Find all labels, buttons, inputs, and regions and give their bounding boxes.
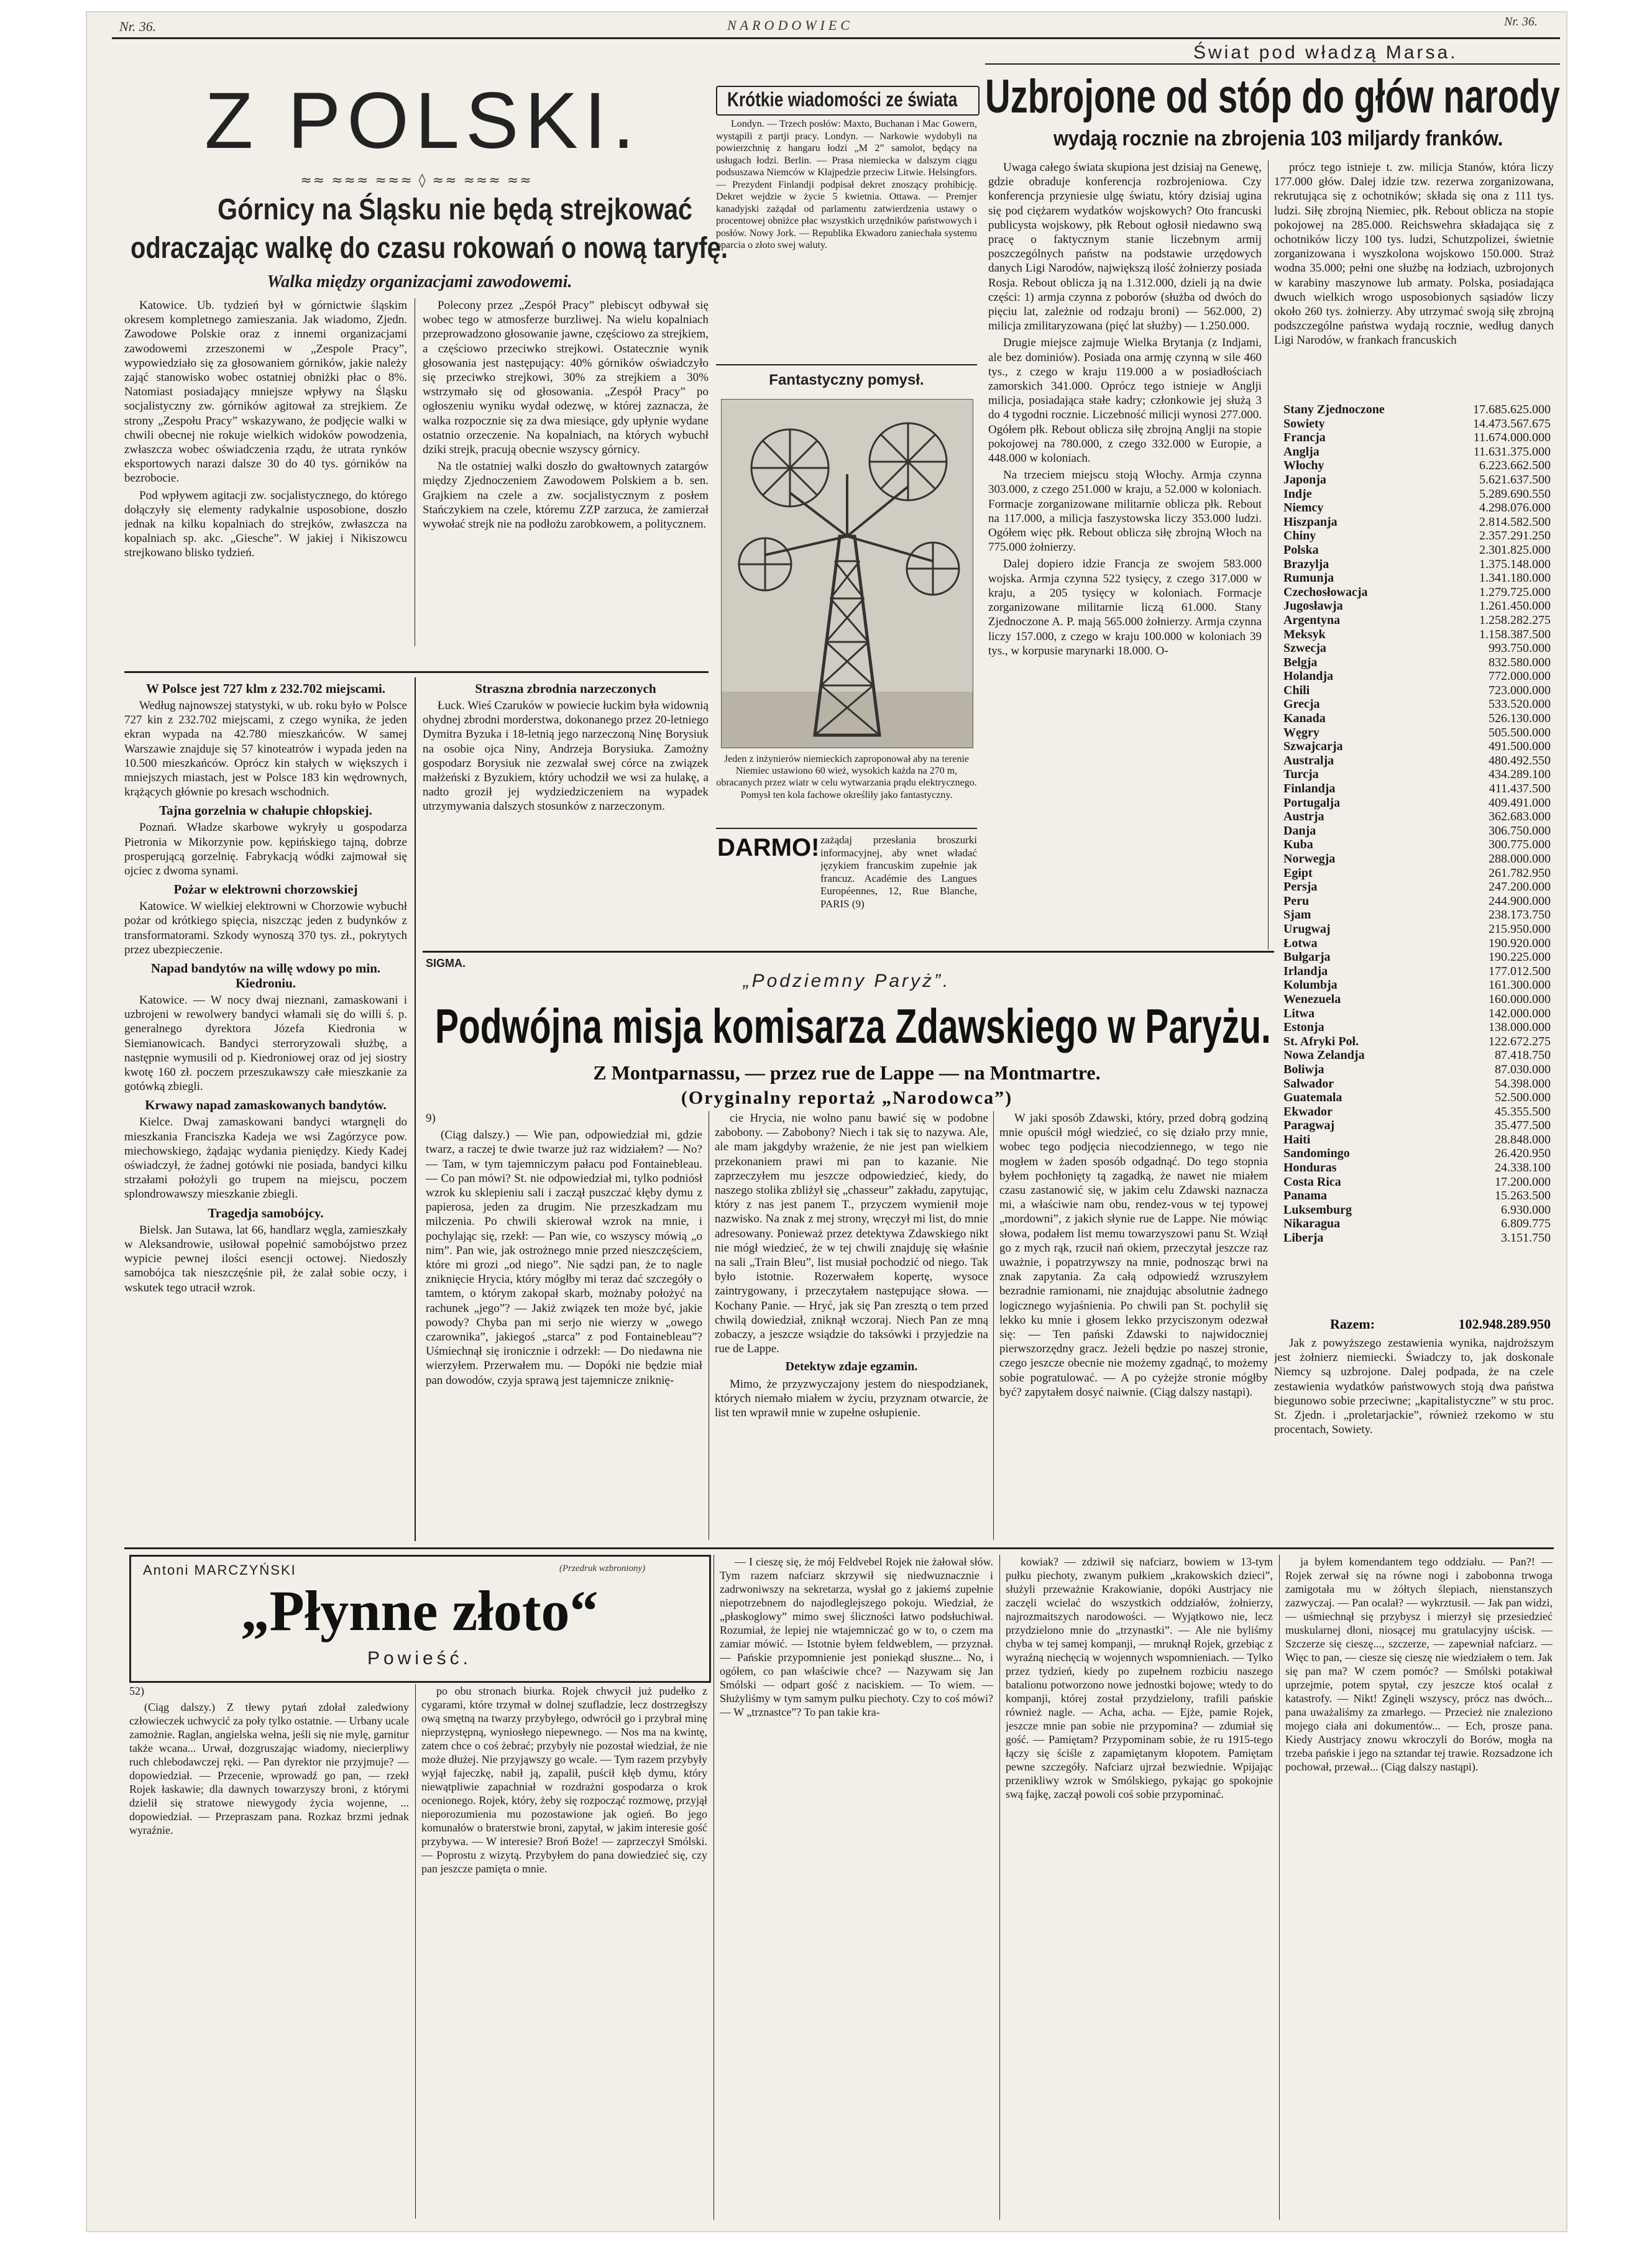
- podwojna-sigma: SIGMA.: [426, 957, 466, 969]
- news-headline: Pożar w elektrowni chorzowskiej: [173, 882, 358, 897]
- swiat-headline: Uzbrojone od stóp do głów narody: [985, 70, 1560, 123]
- krotkie-title: Krótkie wiadomości ze świata: [727, 88, 958, 111]
- budget-table-row: [1283, 796, 1551, 810]
- budget-amount: 87.418.750: [1495, 1048, 1551, 1063]
- news-text: Łuck. Wieś Czaruków w powiecie łuckim była widownią ohydnej zbrodni morderstwa, dokonanego przez 20-letniego Dymitra Byzuka i 18-letnią jego narzeczoną Ninę Borysiuk na osobie ojca Niny, Andrzeja Borysiuka. Zamożny gospodarz Borysiuk nie zezwalał swej córce na związek małżeński z Byzukiem, który uchodził we wsi za hulakę, a nadto groził jej wydziedziczeniem na wypadek utrzymywania dalszych stosunków z narzeczonym.: [423, 699, 709, 813]
- plynne-paragraph: — I cieszę się, że mój Feldvebel Rojek nie żałował słów. Tym razem nafciarz skrzywił się niedwuznacznie i zadrwoniwszy na sekretarza, wysłał go z jakiemś zupełnie niepotrzebnem do najodleglejszego pokoju. Wiedział, że „płaskoglowy” mimo swej śliczności łatwo podsłuchiwał. Rozumiał, że lepiej nie wtajemniczać go w to, o czem ma zamiar mówić. — Istotnie byłem feldweblem, — przyznał. — Pańskie przypomnienie jest poniekąd słuszne... No, i ogółem, co pan właściwie chce? — Nazywam się Jan Smólski — odpart gość z naciskiem. — To wiem. — Służyliśmy w tym samym pułku piechoty. Czy to coś mówi? — W „trznastce”? To pan takie kra-: [720, 1555, 993, 1718]
- budget-table-row: [1283, 1189, 1551, 1203]
- gornicy-paragraph: Pod wpływem agitacji zw. socjalistycznego, do którego dołączyły się elementy radykalnie usposobione, doszło jednak na kilku kopalniach do strejków, zwłaszcza na kopalniach sp. akc. „Giesche”. W jakiej i Nikiszowcu strejkowano blisko tydzień.: [124, 488, 407, 560]
- fantastyczny-caption: Jeden z inżynierów niemieckich zaproponował aby na terenie Niemiec ustawiono 60 wież, wysokich każda na 270 m, obracanych przez wiatr w celu wytwarzania prądu elektrycznego. Pomysł ten kola fachowe określiły jako fantastyczny.: [716, 754, 977, 800]
- budget-amount: 215.950.000: [1489, 922, 1551, 936]
- gornicy-headline-2: odraczając walkę do czasu rokowań o nową taryfę.: [131, 232, 728, 265]
- swiat-kicker: Świat pod władzą Marsa.: [1193, 42, 1458, 63]
- darmo-ad-word: DARMO!: [717, 834, 820, 861]
- budget-country: Sowiety: [1283, 416, 1325, 431]
- gornicy-column-1: [124, 298, 407, 646]
- budget-amount: 505.500.000: [1489, 725, 1551, 740]
- podwojna-paragraph: cie Hrycia, nie wolno panu bawić się w podobne zabobony. — Zabobony? Niech i tak się to nazywa. Ale, ale mam jakgdyby wrażenie, że nie jest pan wielkiem przekonaniem prawi mi pan to kazanie. Nie zaprzeczyłem mu jeszcze odpowiedzieć, kiedy, do naszego stolika zbliżył się „chasseur” zakładu, zapytując, który z nas jest panem T., przyczem wymienił moje nazwisko. Na znak z mej strony, wręczył mi list, do mnie adresowany. Ponieważ przez detektywa Zdawskiego nikt nie mógł wiedzieć, że w tej chwili znajduję się właśnie na sali „Train Bleu”, list musiał pochodzić od niego. Tak było istotnie. Rozerwałem kopertę, wysoce zaintrygowany, i przeczytałem następujące słowa. — Kochany Panie. — Hryć, jak się Pan zresztą o tem przed chwilą dowiedział, zniknął wczoraj. Niech Pan ze mną zobaczy, a jeszcze wsiądzie do taksówki i przyjedzie na rue de Lappe.: [715, 1112, 988, 1356]
- plynne-column-4: [1006, 1555, 1273, 2220]
- budget-country: Paragwaj: [1283, 1119, 1335, 1133]
- podwojna-kicker: „Podziemny Paryż”.: [743, 971, 951, 991]
- budget-table-row: [1283, 571, 1551, 585]
- budget-amount: 526.130.000: [1489, 712, 1551, 726]
- budget-total-label: Razem:: [1330, 1316, 1375, 1332]
- podwojna-paragraph: W jaki sposób Zdawski, który, przed dobrą godziną mnie opuścił mógł wiedzieć, co się działo przy mnie, wobec tego podjęcia niecodziennego, w tego nie mogłem w żaden sposób odgadnąć. Do tego stopnia byłem pochłonięty tą zagadką, że nawet nie miałem czasu zastanowić się, w jakim celu Zdawski naznacza mi, a właściwie nam obu, rendez-vous w tej typowej „mordowni”, z jakich słynie rue de Lappe. Nie mówiąc słowa, podałem list memu towarzyszowi panu St. Wziął go z mych rąk, rzucił nań okiem, przeczytał jeszcze raz uważnie, i popatrzywszy na mnie, podnosząc brwi na znak zapytania. Za całą odpowiedź wzruszyłem bezradnie ramionami, nie znajdując absolutnie żadnego logicznego wyjaśnienia. Po chwili pan St. pochylił się lekko ku mnie i głosem lekko przyciszonym odezwał się: — Ten pański Zdawski to najwidoczniej pierwszorzędny gracz. Jeżeli będzie po naszej stronie, czego jeszcze obecnie nie możemy zgadnąć, to możemy sobie pogratulować. — A po cyżejże stronie mógłby być? zapytałem dosyć naiwnie. (Ciąg dalszy nastąpi).: [999, 1112, 1268, 1399]
- budget-country: Hiszpanja: [1283, 515, 1338, 529]
- section-rule: [124, 671, 709, 673]
- budget-table-row: [1283, 908, 1551, 922]
- budget-country: Portugalja: [1283, 795, 1341, 810]
- budget-amount: 288.000.000: [1489, 852, 1551, 866]
- budget-country: Panama: [1283, 1189, 1327, 1203]
- gornicy-paragraph: Na tle ostatniej walki doszło do gwałtownych zatargów między Zjednoczeniem Zawodowem Polskiem a b. sen. Grajkiem na czele a zw. socjalistycznym z posłem Stańczykiem na czele, któremu ZZP zarzuca, że zamierzał wywołać strejk nie na podłożu zarobkowem, a politycznem.: [423, 460, 709, 531]
- podwojna-column-2: [715, 1111, 988, 1540]
- budget-table-row: [1283, 1063, 1551, 1077]
- budget-table-row: [1283, 726, 1551, 740]
- budget-amount: 24.338.100: [1495, 1161, 1551, 1175]
- issue-number-right: Nr. 36.: [1504, 15, 1538, 29]
- fantastyczny-caption-block: [716, 753, 977, 822]
- plynne-column-1: [129, 1684, 409, 2219]
- budget-table-row: [1283, 712, 1551, 726]
- podwojna-column-3: [999, 1111, 1268, 1540]
- budget-table-row: [1283, 445, 1551, 459]
- swiat-column-2: [1274, 160, 1554, 396]
- budget-amount: 2.357.291.250: [1479, 529, 1551, 543]
- budget-table-row: [1283, 557, 1551, 572]
- budget-table-row: [1283, 628, 1551, 642]
- section-ornament: ≈≈ ≈≈≈ ≈≈≈ ◊ ≈≈ ≈≈≈ ≈≈: [300, 173, 533, 188]
- budget-commentary: [1274, 1336, 1554, 1541]
- budget-table-row: [1283, 978, 1551, 992]
- plynne-column-3: [720, 1555, 993, 2220]
- budget-amount: 434.289.100: [1489, 767, 1551, 782]
- budget-amount: 5.621.637.500: [1479, 472, 1551, 487]
- straszna-article: [423, 677, 709, 938]
- swiat-paragraph: prócz tego istnieje t. zw. milicja Stanów, która liczy 177.000 głów. Dalej idzie tzw. rezerwa zorganizowana, rekrutująca się z ochotników; składa się ona z 111 tys. ludzi. Siłę zbrojną Niemiec, płk. Rebout oblicza na stopie pokojowej na 285.000. Reichswehra składająca się z ochotników liczy 100 tys. ludzi, Schutzpolizei, świetnie zorganizowana i wyszkolona wojskowo 150.000. Straż wodna 35.000; pełni one służbę na łodziach, uzbrojonych w karabiny maszynowe lub armaty. Polska, posiadająca dwuch wielkich wrogo usposobionych sąsiadów liczy około 260 tys. żołnierzy. Aby utrzymać swoją siłę zbrojną podszczególne państwa wydają rocznie, według danych Ligi Narodów, w frankach francuskich: [1274, 161, 1554, 347]
- podwojna-column-1: [426, 1111, 702, 1534]
- budget-country: Turcja: [1283, 767, 1319, 782]
- budget-country: Persja: [1283, 880, 1318, 894]
- budget-country: Czechosłowacja: [1283, 585, 1368, 599]
- budget-table-row: [1283, 417, 1551, 431]
- budget-country: Argentyna: [1283, 613, 1341, 627]
- budget-amount: 409.491.000: [1489, 795, 1551, 810]
- budget-table-row: [1283, 1119, 1551, 1133]
- section-rule: [716, 828, 977, 829]
- budget-table-row: [1283, 431, 1551, 445]
- budget-country: Salwador: [1283, 1076, 1334, 1091]
- budget-table-row: [1283, 585, 1551, 600]
- budget-commentary-text: Jak z powyższego zestawienia wynika, najdroższym jest żołnierz niemiecki. Świadczy to, jak doskonale Niemcy są uzbrojone. Dalej podpada, że na czele zestawienia wydatków państwowych stoją dwa państwa biegunowo sobie przeciwne; „kapitalistyczne” w stu proc. St. Zjedn. i „proletarjackie”, również rzekomo w stu procentach, Sowiety.: [1274, 1337, 1554, 1437]
- budget-country: Węgry: [1283, 725, 1319, 740]
- news-text: Katowice. W wielkiej elektrowni w Chorzowie wybuchł pożar od krótkiego spięcia, niszcząc jeden z budynków z transformatorami. Szkody wynoszą 370 tys. zł., pokrytych przez ubezpieczenie.: [124, 900, 407, 956]
- swiat-paragraph: Na trzeciem miejscu stoją Włochy. Armja czynna 303.000, z czego 251.000 w kraju, a 52.000 w koloniach. Formacje zorganizowane militarnie oblicza płk. Rebout na 117.000, a milicja faszystowska liczy 353.000 ludzi. Ogółem więc płk. Rebout oblicza siłę zbrojną Włoch na 775.000 żołnierzy.: [988, 469, 1262, 554]
- budget-country: Sandomingo: [1283, 1147, 1350, 1161]
- budget-table-row: [1283, 1105, 1551, 1119]
- budget-table-row: [1283, 964, 1551, 979]
- budget-table-row: [1283, 613, 1551, 628]
- plynne-genre: Powieść.: [367, 1648, 472, 1669]
- darmo-ad-text: zażądaj przesłania broszurki informacyjnej, aby wnet władać językiem francuskim zupełnie jak francuz. Académie des Langues Européennes, 12, Rue Blanche, PARIS (9): [820, 834, 977, 910]
- budget-country: Bułgarja: [1283, 950, 1331, 964]
- plynne-author: Antoni MARCZYŃSKI: [143, 1562, 296, 1578]
- section-rule: [124, 1547, 1554, 1549]
- budget-table-row: [1283, 740, 1551, 754]
- news-text: Według najnowszej statystyki, w ub. roku było w Polsce 727 kin z 232.702 miejscami, z czego wynika, że jeden ekran wypada na 42.780 mieszkańców. W samej Warszawie znajduje się 57 kinoteatrów i wypada jeden na 10.500 mieszkańców. Oprócz kin stałych w większych i mniejszych miastach, jest w Polsce 183 kin wędrownych, krążących głównie po kresach wschodnich.: [124, 699, 407, 799]
- plynne-column-2: [421, 1684, 707, 2219]
- budget-country: Honduras: [1283, 1161, 1337, 1175]
- budget-amount: 244.900.000: [1489, 894, 1551, 908]
- budget-country: Luksemburg: [1283, 1202, 1352, 1217]
- budget-amount: 772.000.000: [1489, 669, 1551, 684]
- gornicy-paragraph: Katowice. Ub. tydzień był w górnictwie śląskim okresem kompletnego zamieszania. Jak wiadomo, Zjedn. Zawodowe Polskie oraz z innemi organizacjami zawodowemi zrzeszonemi w „Zespole Pracy”, wypowiedziało się za głosowaniem górników, jakie należy zająć stanowisko wobec ostatniej obniżki płac o 8%. Natomiast posiadający mniejsze wpływy na Śląsku socjalistyczny zw. górników agitował za strejkiem. Ze strony „Zespołu Pracy” wskazywano, że podjęcie walki w chwili obecnej nie rokuje wielkich widoków powodzenia, zwłaszcza wobec oświadczenia rządu, że utrata rynków eksportowych narazi dalsze 30 do 40 tys. górników na bezrobocie.: [124, 299, 407, 485]
- gornicy-subhead: Walka między organizacjami zawodowemi.: [267, 272, 572, 291]
- podwojna-part-number: 9): [426, 1112, 436, 1125]
- budget-country: Włochy: [1283, 459, 1324, 473]
- budget-country: Kuba: [1283, 838, 1313, 852]
- budget-amount: 1.375.148.000: [1479, 557, 1551, 571]
- budget-amount: 3.151.750: [1501, 1231, 1551, 1245]
- budget-country: Łotwa: [1283, 936, 1318, 950]
- budget-country: Estonja: [1283, 1020, 1324, 1035]
- budget-country: Indje: [1283, 487, 1312, 501]
- budget-country: Nikaragua: [1283, 1217, 1341, 1231]
- budget-amount: 480.492.550: [1489, 753, 1551, 767]
- budget-country: Nowa Zelandja: [1283, 1048, 1365, 1063]
- issue-number-left: Nr. 36.: [119, 19, 157, 34]
- podwojna-subheading: Detektyw zdaje egzamin.: [785, 1360, 918, 1374]
- budget-country: Liberja: [1283, 1231, 1324, 1245]
- budget-amount: 160.000.000: [1489, 992, 1551, 1006]
- section-rule: [716, 364, 977, 365]
- budget-amount: 161.300.000: [1489, 978, 1551, 992]
- column-divider: [993, 1111, 994, 1540]
- column-divider: [415, 677, 416, 1541]
- budget-table-row: [1283, 515, 1551, 529]
- budget-amount: 26.420.950: [1495, 1147, 1551, 1161]
- budget-amount: 4.298.076.000: [1479, 501, 1551, 515]
- podwojna-subhead: Z Montparnassu, — przez rue de Lappe — na Montmartre.: [593, 1061, 1101, 1084]
- budget-amount: 45.355.500: [1495, 1104, 1551, 1119]
- swiat-paragraph: Uwaga całego świata skupiona jest dzisiaj na Genewę, gdzie obraduje konferencja rozbrojeniowa. Czy konferencja przyniesie ulgę światu, który dzisiaj ugina się pod ciężarem wydatków wojskowych? Oto francuski publicysta wojskowy, płk Rebout ogłosił niedawno swą pracę o faktycznym stanie liczebnym armij poszczególnych państw na podstawie urzędowych danych Ligi Narodów, największą ilość żołnierzy posiada Rosja. Rebout oblicza ją na 1.312.000, dzieli ją na dwie części: 1) armja czynna z poborów (służba od dwóch do pięciu lat, zależnie od rodzaju broni) — 562.000, 2) milicja zmilitaryzowana (pięć lat służby) — 1.250.000.: [988, 161, 1262, 333]
- budget-table-row: [1283, 487, 1551, 501]
- budget-amount: 238.173.750: [1489, 908, 1551, 922]
- budget-country: Szwecja: [1283, 641, 1326, 656]
- budget-table-row: [1283, 599, 1551, 613]
- budget-amount: 491.500.000: [1489, 740, 1551, 754]
- news-headline: Krwawy napad zamaskowanych bandytów.: [145, 1097, 387, 1113]
- budget-amount: 306.750.000: [1489, 823, 1551, 838]
- budget-country: Australja: [1283, 753, 1334, 767]
- swiat-paragraph: Dalej dopiero idzie Francja ze swojem 583.000 wojska. Armja czynna 522 tysięcy, z czego 317.000 w kraju, a 205 tysięcy w koloniach. Formacje zorganizowane militarnie liczą 61.000. Stany Zjednoczone A. P. mają 565.000 żołnierzy. Armja czynna liczy 157.000, z czego w kraju 100.000 w koloniach 39 tys., w korpusie marynarki 18.000. O-: [988, 557, 1262, 657]
- news-text: Bielsk. Jan Sutawa, lat 66, handlarz węgla, zamieszkały w Aleksandrowie, usiłował popełnić samobójstwo przez wypicie pewnej ilości esencji octowej. Niedoszły samobójca tak nieszczęśnie pił, że zalał sobie oczy, i wskutek tego utracił wzrok.: [124, 1223, 407, 1294]
- budget-country: Irlandja: [1283, 964, 1328, 978]
- budget-amount: 142.000.000: [1489, 1006, 1551, 1020]
- budget-country: Kanada: [1283, 712, 1326, 726]
- budget-table-row: [1283, 1007, 1551, 1021]
- gornicy-headline: Górnicy na Śląsku nie będą strejkować: [218, 193, 692, 226]
- budget-table-row: [1283, 782, 1551, 796]
- column-divider: [1279, 1555, 1280, 2220]
- budget-amount: 1.279.725.000: [1479, 585, 1551, 599]
- budget-country: Jugosławja: [1283, 599, 1343, 613]
- budget-table-row: [1283, 1203, 1551, 1217]
- budget-table-row: [1283, 852, 1551, 866]
- budget-amount: 1.261.450.000: [1479, 599, 1551, 613]
- budget-table-row: [1283, 866, 1551, 881]
- budget-table-row: [1283, 1147, 1551, 1161]
- news-headline: Napad bandytów na willę wdowy po min. Kiedroniu.: [150, 961, 381, 991]
- gornicy-paragraph: Polecony przez „Zespół Pracy” plebiscyt odbywał się wobec tego w atmosferze burzliwej. Na wielu kopalniach przeprowadzono głosowanie jawne, częściowo za strejkiem, a częściowo przeciwko strejkowi. Ostatecznie wynik głosowania jest następujący: 40% górników oświadczyło się przeciwko strejkowi, 30% za strejkiem a 30% wstrzymało się od głosowania. „Zespół Pracy” po ogłoszeniu wyniku wydał odezwę, w której zaznacza, że walka rozpocznie się za dwa miesiące, gdy upłynie wydane ostatnio orzeczenie. Na kopalniach, na których wybuchł dziki strejk, pracują obecnie wszyscy górnicy.: [423, 299, 709, 457]
- news-text: Poznań. Władze skarbowe wykryły u gospodarza Pietronia w Mikorzynie pow. kępińskiego tajną, dobrze prosperującą gorzelnię. Fabrykacją wódki zajmował się ojciec z dwoma synami.: [124, 821, 407, 878]
- plynne-paragraph: kowiak? — zdziwił się nafciarz, bowiem w 13-tym pułku piechoty, zwanym pułkiem „krakowskich dzieci”, służyli przeważnie Krakowianie, dopóki Austrjacy nie zaczęli wcielać do wszystkich oddziałów, żołnierzy, najrozmaitszych narodowości. — Wyjątkowo nie, lecz przydzielono mnie do „trzynastki”. — Ale nie byliśmy chyba w tej samej kompanji, — mruknął Rojek, grzebiąc z wyraźną niechęcią w wojennych wspomnieniach. — Tylko przez tydzień, kiedy po zupełnem rozbiciu naszego batalionu potworzono nowe jednostki bojowe; wtedy to do kompanji, której został przydzielony, trafili pańskie również nagle. — Acha, acha. — Ejże, pamie Rojek, jeszcze mnie pan sobie nie przypomina? — zdumiał się gość. — Pamiętam? Przypominam sobie, że ru 1915-tego łączy się ściśle z zapamiętanym kłopotem. Pamiętam pewne szczegóły. Nafciarz ujrzał bezwiednie. Wpijając przenikliwy wzrok w Smólskiego, pykając go spokojnie swą fajkę, zaczął powoli coś sobie przypominać.: [1006, 1555, 1273, 1800]
- darmo-ad-text-block: [820, 834, 977, 927]
- plynne-part-number: 52): [129, 1685, 144, 1697]
- wind-tower-photo: [721, 399, 973, 748]
- budget-table-row: [1283, 1217, 1551, 1231]
- budget-amount: 362.683.000: [1489, 810, 1551, 824]
- budget-amount: 6.223.662.500: [1479, 459, 1551, 473]
- podwojna-paragraph: (Ciąg dalszy.) — Wie pan, odpowiedział mi, gdzie twarz, a raczej te dwie twarze już raz widziałem? — No? — Tam, w tym tajemniczym pałacu pod Fontainebleau. — Co pan mówi? St. nie odpowiedział mi, tylko podniósł wzrok ku sklepieniu sali i zaczął puszczać kłęby dymu z papierosa, jeden za drugim. Nie przeszkadzam mu milczenia. Po chwili skierował wzrok na mnie, i pochylając się, rzekł: — Pan wie, co wszyscy mówią „o nim”. Pan wie, jak ostrożnego mnie przed nieszczęściem, które mi grozi „od niego”. Nie sądzi pan, że to nagle zniknięcie Hrycia, który mógłby mi teraz dać szczegóły o tamtem, o którym zakopał skarb, możnaby położyć na rachunek „jego”? — Jakiż związek ten może być, jakie powody? Chyba pan mi serjo nie wierzy w „owego czarownika”, jakiegoś „starca” z pod Fontainebleau”? Uśmiechnął się ironicznie i odrzekł: — Do niedawna nie wierzyłem. Przerwałem mu. — Dopóki nie będzie miał pan dowodów, czyja sprawą jest tajemnicze zniknię-: [426, 1129, 702, 1387]
- news-headline: Tajna gorzelnia w chałupie chłopskiej.: [159, 803, 372, 818]
- budget-country: Anglja: [1283, 444, 1319, 459]
- news-headline: Tragedja samobójcy.: [208, 1205, 324, 1221]
- budget-total-value: 102.948.289.950: [1458, 1316, 1551, 1332]
- news-text: Kielce. Dwaj zamaskowani bandyci wtargnęli do mieszkania Franciszka Kadeja we wsi Zagórzyce pow. miechowskiego, żądając wydania pieniędzy. Kiedy Kadej oświadczył, że żadnej gotówki nie posiada, bandyci kilku strzałami położyli go trupem na miejscu, poczem splondrowawszy mieszkanie zbiegli.: [124, 1115, 407, 1201]
- krotkie-column: [716, 118, 977, 360]
- short-news-column: [124, 677, 407, 1541]
- budget-table-row: [1283, 1048, 1551, 1063]
- budget-country: Austrja: [1283, 810, 1324, 824]
- budget-amount: 2.814.582.500: [1479, 515, 1551, 529]
- podwojna-paragraph: Mimo, że przyzwyczajony jestem do niespodzianek, których niemało miałem w życiu, przyznam otwarcie, że list ten wprawił mnie w zupełne osłupienie.: [715, 1377, 988, 1420]
- budget-country: Urugwaj: [1283, 922, 1331, 936]
- budget-country: Costa Rica: [1283, 1175, 1341, 1189]
- budget-amount: 15.263.500: [1495, 1189, 1551, 1203]
- budget-country: Rumunja: [1283, 571, 1334, 585]
- budget-amount: 190.225.000: [1489, 950, 1551, 964]
- budget-amount: 11.631.375.000: [1473, 444, 1551, 459]
- budget-amount: 1.341.180.000: [1479, 571, 1551, 585]
- budget-amount: 190.920.000: [1489, 936, 1551, 950]
- budget-amount: 832.580.000: [1489, 655, 1551, 669]
- budget-table-row: [1283, 1175, 1551, 1189]
- budget-country: Wenezuela: [1283, 992, 1341, 1006]
- news-headline: Straszna zbrodnia narzeczonych: [475, 681, 656, 696]
- budget-amount: 5.289.690.550: [1479, 487, 1551, 501]
- budget-amount: 411.437.500: [1489, 782, 1551, 796]
- budget-amount: 52.500.000: [1495, 1091, 1551, 1105]
- budget-amount: 177.012.500: [1489, 964, 1551, 978]
- column-divider: [1268, 160, 1269, 950]
- budget-amount: 138.000.000: [1489, 1020, 1551, 1035]
- budget-country: Danja: [1283, 823, 1316, 838]
- news-text: Katowice. — W nocy dwaj nieznani, zamaskowani i uzbrojeni w rewolwery bandyci włamali się do willi ś. p. generalnego dyrektora Józefa Kiedronia w Siemianowicach. Bandyci sterroryzowali służbę, a następnie wymusili od p. Kiedroniowej oraz od jej siostry kwotę 160 zł. poczem przeszukawszy całe mieszkanie za gotówką zbiegli.: [124, 994, 407, 1094]
- budget-country: Meksyk: [1283, 627, 1326, 641]
- budget-country: Holandja: [1283, 669, 1334, 684]
- budget-table-row: [1283, 922, 1551, 937]
- column-divider: [415, 1684, 416, 2219]
- budget-country: Litwa: [1283, 1006, 1315, 1020]
- budget-table-row: [1283, 1035, 1551, 1049]
- budget-country: Finlandja: [1283, 782, 1336, 796]
- budget-amount: 261.782.950: [1489, 866, 1551, 880]
- budget-amount: 11.674.000.000: [1473, 431, 1551, 445]
- budget-amount: 14.473.567.675: [1473, 416, 1551, 431]
- budget-table-row: [1283, 880, 1551, 894]
- budget-country: Haiti: [1283, 1132, 1311, 1147]
- masthead-rule: [112, 37, 1560, 39]
- military-budget-table: [1283, 403, 1551, 1245]
- plynne-column-5: [1285, 1555, 1553, 2220]
- budget-country: Brazylja: [1283, 557, 1329, 571]
- budget-country: Stany Zjednoczone: [1283, 403, 1385, 416]
- section-title: Z POLSKI.: [204, 76, 641, 165]
- budget-amount: 533.520.000: [1489, 697, 1551, 712]
- budget-country: Peru: [1283, 894, 1310, 908]
- budget-amount: 1.158.387.500: [1479, 627, 1551, 641]
- budget-amount: 247.200.000: [1489, 880, 1551, 894]
- budget-country: Chili: [1283, 683, 1310, 697]
- podwojna-subhead-2: (Oryginalny reportaż „Narodowca”): [681, 1088, 1013, 1108]
- budget-amount: 87.030.000: [1495, 1062, 1551, 1076]
- budget-table-row: [1283, 697, 1551, 712]
- budget-total-row: [1330, 1316, 1551, 1332]
- budget-table-row: [1283, 1077, 1551, 1091]
- gornicy-column-2: [423, 298, 709, 646]
- news-headline: W Polsce jest 727 klm z 232.702 miejscami.: [145, 681, 386, 696]
- budget-table-row: [1283, 950, 1551, 964]
- budget-country: Ekwador: [1283, 1104, 1333, 1119]
- budget-table-row: [1283, 669, 1551, 684]
- plynne-paragraph: po obu stronach biurka. Rojek chwycił już pudełko z cygarami, które trzymał w dolnej szufladzie, lecz dostrzegłszy ową smętną na twarzy przybyłego, odwrócił go i przybrał minę nieprzystępną, wyniosłego niepewnego. — Nos ma na kwintę, zatem chce o coś żebrać; przybyły nie pozostał wiedział, że nie może dłużej. Nie przyjąwszy go wcale. — Tym razem przybyły wyjął fajeczkę, nabił ją, zapalił, puścił kłęb dymu, który niewątpliwie zapachniał w rozdrażni gospodarza o krok ocenionego. Rojek, który, żeby się rozpocząć rozmowę, przyjął nieporozumienia mu pozostawione jak ogień. Bo jego komunałów o braterstwie broni, zapytał, w jakim interesie gość przybywa. — W interesie? Broń Boże! — zaprzeczył Smólski. — Poprostu z wizytą. Przybyłem do pana dowiedzieć się, czy pan jeszcze pamięta o mnie.: [421, 1685, 707, 1875]
- plynne-paragraph: (Ciąg dalszy.) Z tłewy pytań zdołał zaledwiony człowieczek uchwycić za poły tylko ostatnie. — Urbany ucale zamożnie. Raglan, angielska wełna, jeśli się nie mylę, garnitur także wcana... Urwał, dozgruszając wiadomy, niecierpliwy ruch chlebodawczej ręki. — Pan dyrektor nie przyjmuje? — dopowiedział. — Przecenie, wprowadź go pan, — rzekł Rojek łaskawie; dla dawnych towarzyszy broni, z którymi dzielił się stratowe niewygody życia wojenne, ... dopowiedział. — Przepraszam pana. Rozkaz brzmi jednak wyraźnie.: [129, 1701, 409, 1836]
- budget-amount: 993.750.000: [1489, 641, 1551, 656]
- budget-table-row: [1283, 810, 1551, 824]
- section-rule: [423, 951, 1274, 953]
- budget-country: Egipt: [1283, 866, 1313, 880]
- budget-table-row: [1283, 473, 1551, 487]
- plynne-paragraph: ja byłem komendantem tego oddziału. — Pan?! — Rojek zerwał się na równe nogi i zabobonna trwoga zamigotała mu w żółtych ślepiach, nienstanszych zazwyczaj. — Pan ocalał? — wykrztusił. — Jak pan widzi, — uśmiechnął się przybysz i mierzył się przesiedzieć muskularnej dłoni, niosącej mu gratulacyjny uścisk. — Szczerze się cieszę..., szczerze, — zapewniał nafciarz. — Więc to pan, — ciesze się cieszę nie wiedziałem o tem. Jak się pan ma? W czem pomóc? — Smólski potakiwał uprzejmie, potem spytał, czy jeszcze ktoś ocalał z katastrofy. — Nikt! Zginęli wszyscy, prócz nas dwóch... pana uważaliśmy za zmarłego. — Przecież nie znaleziono mojego ciała ani dokumentów... — Ech, prosze pana. Kiedy Austrjacy znowu wkroczyli do Borów, mogła na trzeba pańskie i jego na sztandar tej trawie. Rozsadzone ich pochował, przewał... (Ciąg dalszy nastąpi).: [1285, 1555, 1553, 1773]
- budget-table-row: [1283, 1231, 1551, 1245]
- budget-country: Chiny: [1283, 529, 1316, 543]
- budget-table-row: [1283, 403, 1551, 417]
- budget-country: Sjam: [1283, 908, 1311, 922]
- budget-country: Belgja: [1283, 655, 1318, 669]
- budget-country: St. Afryki Poł.: [1283, 1034, 1359, 1048]
- krotkie-text: Londyn. — Trzech posłów: Maxto, Buchanan i Mac Gowern, wystąpili z partji pracy. Londyn. — Narkowie wydobyli na powierzchnię z hangaru łodzi „M 2” samolot, będący na usługach łodzi. Berlin. — Prasa niemiecka w dalszym ciągu podsuszawa Niemców w Kłajpedzie przeciw Litwie. Helsingfors. — Prezydent Finlandji podpisał dekret znoszący prohibicję. Dekret wejdzie w życie 5 kwietnia. Ottawa. — Premjer kanadyjski zażądał od parlamentu zatwierdzenia ustawy o procentowej obniżce płac wszystkich urzędników państwowych i posłów. Nowy Jork. — Republika Ekwadoru zaniechała systemu oparcia o złoto swej waluty.: [716, 119, 977, 250]
- budget-amount: 723.000.000: [1489, 683, 1551, 697]
- budget-country: Kolumbja: [1283, 978, 1338, 992]
- budget-table-row: [1283, 767, 1551, 782]
- budget-amount: 17.685.625.000: [1473, 403, 1551, 416]
- podwojna-headline: Podwójna misja komisarza Zdawskiego w Paryżu.: [435, 999, 1271, 1053]
- budget-table-row: [1283, 641, 1551, 656]
- swiat-paragraph: Drugie miejsce zajmuje Wielka Brytanja (z Indjami, ale bez dominiów). Posiada ona armję czynną w sile 460 tys., z czego w kraju 119.000 a w posiadłościach zamorskich 341.000. Oprócz tego istnieje w Anglji milicja, posiadająca stałe kadry; członkowie jej służą 3 do 4 tygodni rocznie. Liczebność milicji wynosi 277.000. Ogółem płk. Rebout oblicza siłę zbrojną Anglji na stopie pokojowej na 780.000, z czego 332.000 w Europie, a 448.000 w koloniach.: [988, 336, 1262, 465]
- budget-amount: 28.848.000: [1495, 1132, 1551, 1147]
- budget-table-row: [1283, 1161, 1551, 1175]
- budget-table-row: [1283, 543, 1551, 557]
- budget-table-row: [1283, 1020, 1551, 1035]
- budget-table-row: [1283, 529, 1551, 543]
- budget-country: Niemcy: [1283, 501, 1324, 515]
- swiat-subhead: wydają rocznie na zbrojenia 103 miljardy franków.: [1053, 127, 1503, 150]
- budget-amount: 1.258.282.275: [1479, 613, 1551, 627]
- budget-country: Boliwja: [1283, 1062, 1324, 1076]
- section-rule: [985, 63, 1560, 65]
- column-divider: [999, 1555, 1000, 2220]
- budget-table-row: [1283, 501, 1551, 515]
- budget-amount: 35.477.500: [1495, 1119, 1551, 1133]
- plynne-reserved: (Przedruk wzbroniony): [559, 1564, 646, 1573]
- budget-country: Francja: [1283, 431, 1326, 445]
- budget-table-row: [1283, 838, 1551, 852]
- swiat-column-1: [988, 160, 1262, 950]
- budget-amount: 6.809.775: [1501, 1217, 1551, 1231]
- budget-country: Japonja: [1283, 472, 1326, 487]
- budget-amount: 122.672.275: [1489, 1034, 1551, 1048]
- budget-amount: 300.775.000: [1489, 838, 1551, 852]
- budget-table-row: [1283, 656, 1551, 670]
- budget-country: Polska: [1283, 543, 1319, 557]
- budget-amount: 2.301.825.000: [1479, 543, 1551, 557]
- budget-table-row: [1283, 1091, 1551, 1105]
- paper-name: NARODOWIEC: [727, 17, 853, 33]
- budget-country: Norwegja: [1283, 852, 1336, 866]
- budget-table-row: [1283, 754, 1551, 768]
- budget-country: Guatemala: [1283, 1091, 1342, 1105]
- budget-amount: 6.930.000: [1501, 1202, 1551, 1217]
- budget-table-row: [1283, 894, 1551, 909]
- plynne-title: „Płynne złoto“: [241, 1579, 599, 1642]
- budget-table-row: [1283, 992, 1551, 1007]
- fantastyczny-title: Fantastyczny pomysł.: [769, 372, 924, 388]
- budget-country: Szwajcarja: [1283, 740, 1343, 754]
- wind-tower-illustration: [722, 400, 973, 748]
- budget-amount: 17.200.000: [1495, 1175, 1551, 1189]
- budget-table-row: [1283, 937, 1551, 951]
- budget-amount: 54.398.000: [1495, 1076, 1551, 1091]
- budget-table-row: [1283, 1133, 1551, 1147]
- newspaper-page: [87, 12, 1566, 2231]
- budget-table-row: [1283, 684, 1551, 698]
- budget-country: Grecja: [1283, 697, 1320, 712]
- budget-table-row: [1283, 459, 1551, 473]
- budget-table-row: [1283, 824, 1551, 838]
